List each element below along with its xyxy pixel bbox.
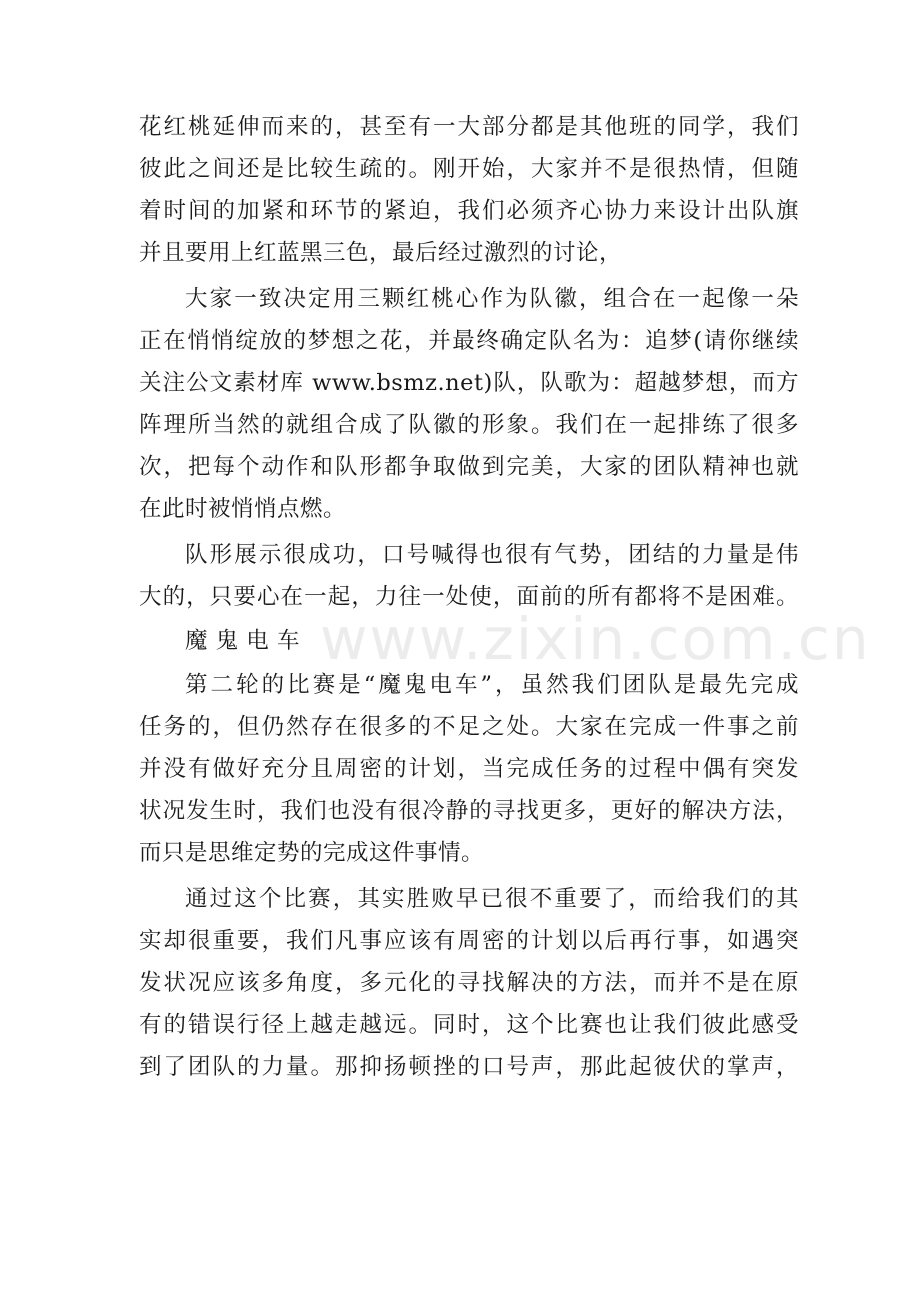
text-line: 有的错误行径上越走越远。同时，这个比赛也让我们彼此感受: [139, 1012, 799, 1038]
text-line: 在此时被悄悄点燃。: [139, 496, 347, 522]
text-line: 花红桃延伸而来的，甚至有一大部分都是其他班的同学，我们: [139, 114, 799, 140]
paragraph-first-line: 第二轮的比赛是“魔鬼电车”，虽然我们团队是最先完成: [185, 672, 799, 698]
paragraph-first-line: 大家一致决定用三颗红桃心作为队徽，组合在一起像一朵: [185, 286, 799, 312]
text-line: 任务的，但仍然存在很多的不足之处。大家在完成一件事之前: [139, 714, 799, 740]
section-heading: 魔 鬼 电 车: [185, 628, 300, 654]
text-line: 并没有做好充分且周密的计划，当完成任务的过程中偶有突发: [139, 756, 799, 782]
paragraph-first-line: 通过这个比赛，其实胜败早已很不重要了，而给我们的其: [185, 886, 799, 912]
watermark: www.zixin.com.cn: [320, 605, 871, 673]
text-line: 大的，只要心在一起，力往一处使，面前的所有都将不是困难。: [139, 584, 799, 610]
text-line: 状况发生时，我们也没有很冷静的寻找更多，更好的解决方法，: [139, 798, 799, 824]
text-line: 实却很重要，我们凡事应该有周密的计划以后再行事，如遇突: [139, 928, 799, 954]
text-line: 彼此之间还是比较生疏的。刚开始，大家并不是很热情，但随: [139, 156, 799, 182]
text-line: 而只是思维定势的完成这件事情。: [139, 840, 485, 866]
text-line: 着时间的加紧和环节的紧迫，我们必须齐心协力来设计出队旗: [139, 198, 799, 224]
text-line: 次，把每个动作和队形都争取做到完美，大家的团队精神也就: [139, 454, 799, 480]
text-line: 到了团队的力量。那抑扬顿挫的口号声，那此起彼伏的掌声，: [139, 1054, 799, 1080]
paragraph-first-line: 队形展示很成功，口号喊得也很有气势，团结的力量是伟: [185, 542, 799, 568]
text-line: 正在悄悄绽放的梦想之花，并最终确定队名为：追梦(请你继续: [139, 328, 799, 354]
text-line: 阵理所当然的就组合成了队徽的形象。我们在一起排练了很多: [139, 412, 799, 438]
text-line: 关注公文素材库 www.bsmz.net)队，队歌为：超越梦想，而方: [139, 370, 799, 396]
text-line: 发状况应该多角度，多元化的寻找解决的方法，而并不是在原: [139, 970, 799, 996]
text-line: 并且要用上红蓝黑三色，最后经过激烈的讨论，: [139, 240, 623, 266]
